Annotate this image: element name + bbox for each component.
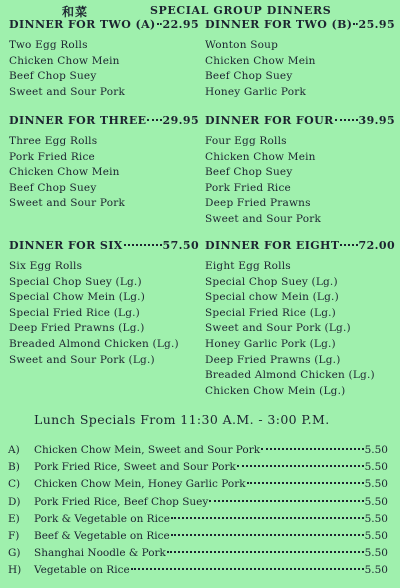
lunch-item-name: Shanghai Noodle & Pork bbox=[34, 547, 166, 560]
dinner-price: 25.95 bbox=[358, 18, 395, 31]
leader-dots bbox=[171, 516, 364, 519]
leader-dots bbox=[131, 567, 364, 570]
leader-dots bbox=[157, 22, 162, 25]
dinner-item: Chicken Chow Mein bbox=[9, 166, 120, 179]
dinner-name: DINNER FOR FOUR bbox=[205, 114, 334, 127]
dinner-item: Wonton Soup bbox=[205, 39, 279, 51]
dinner-price: 29.95 bbox=[162, 114, 199, 127]
dinner-item: Sweet and Sour Pork (Lg.) bbox=[9, 353, 155, 366]
lunch-item-name: Chicken Chow Mein, Sweet and Sour Pork bbox=[34, 444, 261, 456]
leader-dots bbox=[209, 499, 363, 502]
dinner-block bbox=[9, 238, 199, 368]
dinner-items bbox=[9, 134, 199, 212]
dinner-name: DINNER FOR TWO (A) bbox=[9, 18, 156, 31]
dinner-item: Special Fried Rice (Lg.) bbox=[205, 306, 336, 319]
dinner-item: Four Egg Rolls bbox=[205, 135, 287, 147]
leader-dots bbox=[335, 118, 358, 121]
lunch-item-price: 5.50 bbox=[364, 478, 388, 491]
dinner-item: Breaded Almond Chicken (Lg.) bbox=[205, 369, 375, 382]
leader-dots bbox=[124, 243, 162, 246]
dinner-item: Sweet and Sour Pork bbox=[9, 197, 126, 210]
dinner-block bbox=[9, 113, 199, 212]
dinner-items bbox=[205, 259, 395, 399]
dinner-items bbox=[9, 259, 199, 368]
dinner-item: Chicken Chow Mein bbox=[205, 150, 316, 163]
dinner-item: Two Egg Rolls bbox=[9, 39, 88, 51]
chinese-title: 和菜 bbox=[62, 5, 89, 19]
lunch-item-name: Vegetable on Rice bbox=[34, 564, 130, 577]
lunch-item-price: 5.50 bbox=[364, 444, 388, 456]
lunch-item-price: 5.50 bbox=[364, 512, 388, 525]
lunch-item-price: 5.50 bbox=[364, 461, 388, 474]
dinner-item: Deep Fried Prawns (Lg.) bbox=[9, 322, 145, 335]
leader-dots bbox=[340, 243, 357, 246]
dinner-item: Beef Chop Suey bbox=[205, 166, 293, 179]
dinner-heading bbox=[205, 113, 395, 128]
dinner-item: Special Chop Suey (Lg.) bbox=[205, 275, 338, 288]
lunch-item bbox=[8, 528, 388, 545]
page-title: SPECIAL GROUP DINNERS bbox=[150, 4, 332, 17]
lunch-item-price: 5.50 bbox=[364, 564, 388, 577]
dinner-item: Beef Chop Suey bbox=[9, 181, 97, 194]
leader-dots bbox=[237, 464, 364, 467]
dinner-item: Sweet and Sour Pork bbox=[9, 85, 126, 98]
lunch-item-name: Pork Fried Rice, Beef Chop Suey bbox=[34, 495, 209, 508]
dinner-item: Deep Fried Prawns (Lg.) bbox=[205, 353, 341, 366]
dinner-block bbox=[9, 17, 199, 100]
dinner-heading bbox=[9, 238, 199, 253]
dinner-item: Honey Garlic Pork (Lg.) bbox=[205, 337, 336, 350]
lunch-item bbox=[8, 511, 388, 528]
lunch-item bbox=[8, 545, 388, 562]
dinner-item: Sweet and Sour Pork (Lg.) bbox=[205, 322, 351, 335]
dinner-price: 57.50 bbox=[162, 239, 199, 252]
dinner-item: Special Fried Rice (Lg.) bbox=[9, 306, 140, 319]
dinner-items bbox=[205, 38, 395, 100]
dinner-block bbox=[205, 113, 395, 228]
dinner-heading bbox=[9, 17, 199, 32]
dinner-item: Three Egg Rolls bbox=[9, 135, 98, 147]
dinner-name: DINNER FOR SIX bbox=[9, 239, 123, 252]
lunch-specials-title: Lunch Specials From 11:30 A.M. - 3:00 P.M. bbox=[34, 412, 330, 427]
dinner-price: 72.00 bbox=[358, 239, 395, 252]
lunch-item-letter: G) bbox=[8, 547, 21, 560]
dinner-block bbox=[205, 17, 395, 100]
lunch-item-price: 5.50 bbox=[364, 495, 388, 508]
lunch-specials-list bbox=[8, 442, 388, 580]
dinner-item: Special chow Mein (Lg.) bbox=[205, 291, 339, 304]
lunch-item-letter: C) bbox=[8, 478, 21, 491]
lunch-item bbox=[8, 459, 388, 476]
dinner-price: 39.95 bbox=[358, 114, 395, 127]
lunch-item-letter: F) bbox=[8, 529, 20, 542]
lunch-item-name: Pork Fried Rice, Sweet and Sour Pork bbox=[34, 461, 236, 474]
dinner-item: Pork Fried Rice bbox=[9, 150, 95, 163]
dinner-item: Sweet and Sour Pork bbox=[205, 212, 322, 225]
dinner-item: Special Chop Suey (Lg.) bbox=[9, 275, 142, 288]
lunch-item bbox=[8, 494, 388, 511]
dinner-block bbox=[205, 238, 395, 399]
lunch-item-letter: D) bbox=[8, 495, 21, 508]
lunch-item-name: Chicken Chow Mein, Honey Garlic Pork bbox=[34, 478, 246, 491]
leader-dots bbox=[247, 481, 364, 484]
lunch-item-letter: A) bbox=[8, 444, 20, 456]
dinner-heading bbox=[205, 17, 395, 32]
lunch-item bbox=[8, 476, 388, 493]
dinner-heading bbox=[9, 113, 199, 128]
lunch-item-price: 5.50 bbox=[364, 547, 388, 560]
dinner-item: Breaded Almond Chicken (Lg.) bbox=[9, 337, 179, 350]
dinner-heading bbox=[205, 238, 395, 253]
dinner-item: Chicken Chow Mein bbox=[9, 54, 120, 67]
lunch-item-name: Beef & Vegetable on Rice bbox=[34, 529, 170, 542]
dinner-name: DINNER FOR TWO (B) bbox=[205, 18, 353, 31]
leader-dots bbox=[261, 447, 363, 450]
dinner-item: Chicken Chow Mein bbox=[205, 54, 316, 67]
dinner-item: Six Egg Rolls bbox=[9, 260, 83, 272]
lunch-item bbox=[8, 562, 388, 579]
leader-dots bbox=[171, 533, 364, 536]
lunch-item-price: 5.50 bbox=[364, 529, 388, 542]
dinner-name: DINNER FOR EIGHT bbox=[205, 239, 340, 252]
dinner-items bbox=[9, 38, 199, 100]
dinner-item: Deep Fried Prawns bbox=[205, 197, 311, 210]
lunch-item-letter: H) bbox=[8, 564, 22, 577]
leader-dots bbox=[147, 118, 161, 121]
leader-dots bbox=[167, 550, 364, 553]
dinner-item: Pork Fried Rice bbox=[205, 181, 291, 194]
dinner-item: Honey Garlic Pork bbox=[205, 85, 307, 98]
dinner-price: 22.95 bbox=[162, 18, 199, 31]
dinner-item: Beef Chop Suey bbox=[205, 70, 293, 83]
lunch-item-letter: E) bbox=[8, 512, 20, 525]
lunch-item-letter: B) bbox=[8, 461, 20, 474]
dinner-item: Chicken Chow Mein (Lg.) bbox=[205, 384, 346, 397]
dinner-item: Eight Egg Rolls bbox=[205, 260, 291, 272]
lunch-item bbox=[8, 442, 388, 459]
dinner-items bbox=[205, 134, 395, 228]
dinner-item: Beef Chop Suey bbox=[9, 70, 97, 83]
lunch-item-name: Pork & Vegetable on Rice bbox=[34, 512, 171, 525]
leader-dots bbox=[353, 22, 357, 25]
dinner-item: Special Chow Mein (Lg.) bbox=[9, 291, 146, 304]
dinner-name: DINNER FOR THREE bbox=[9, 114, 147, 127]
